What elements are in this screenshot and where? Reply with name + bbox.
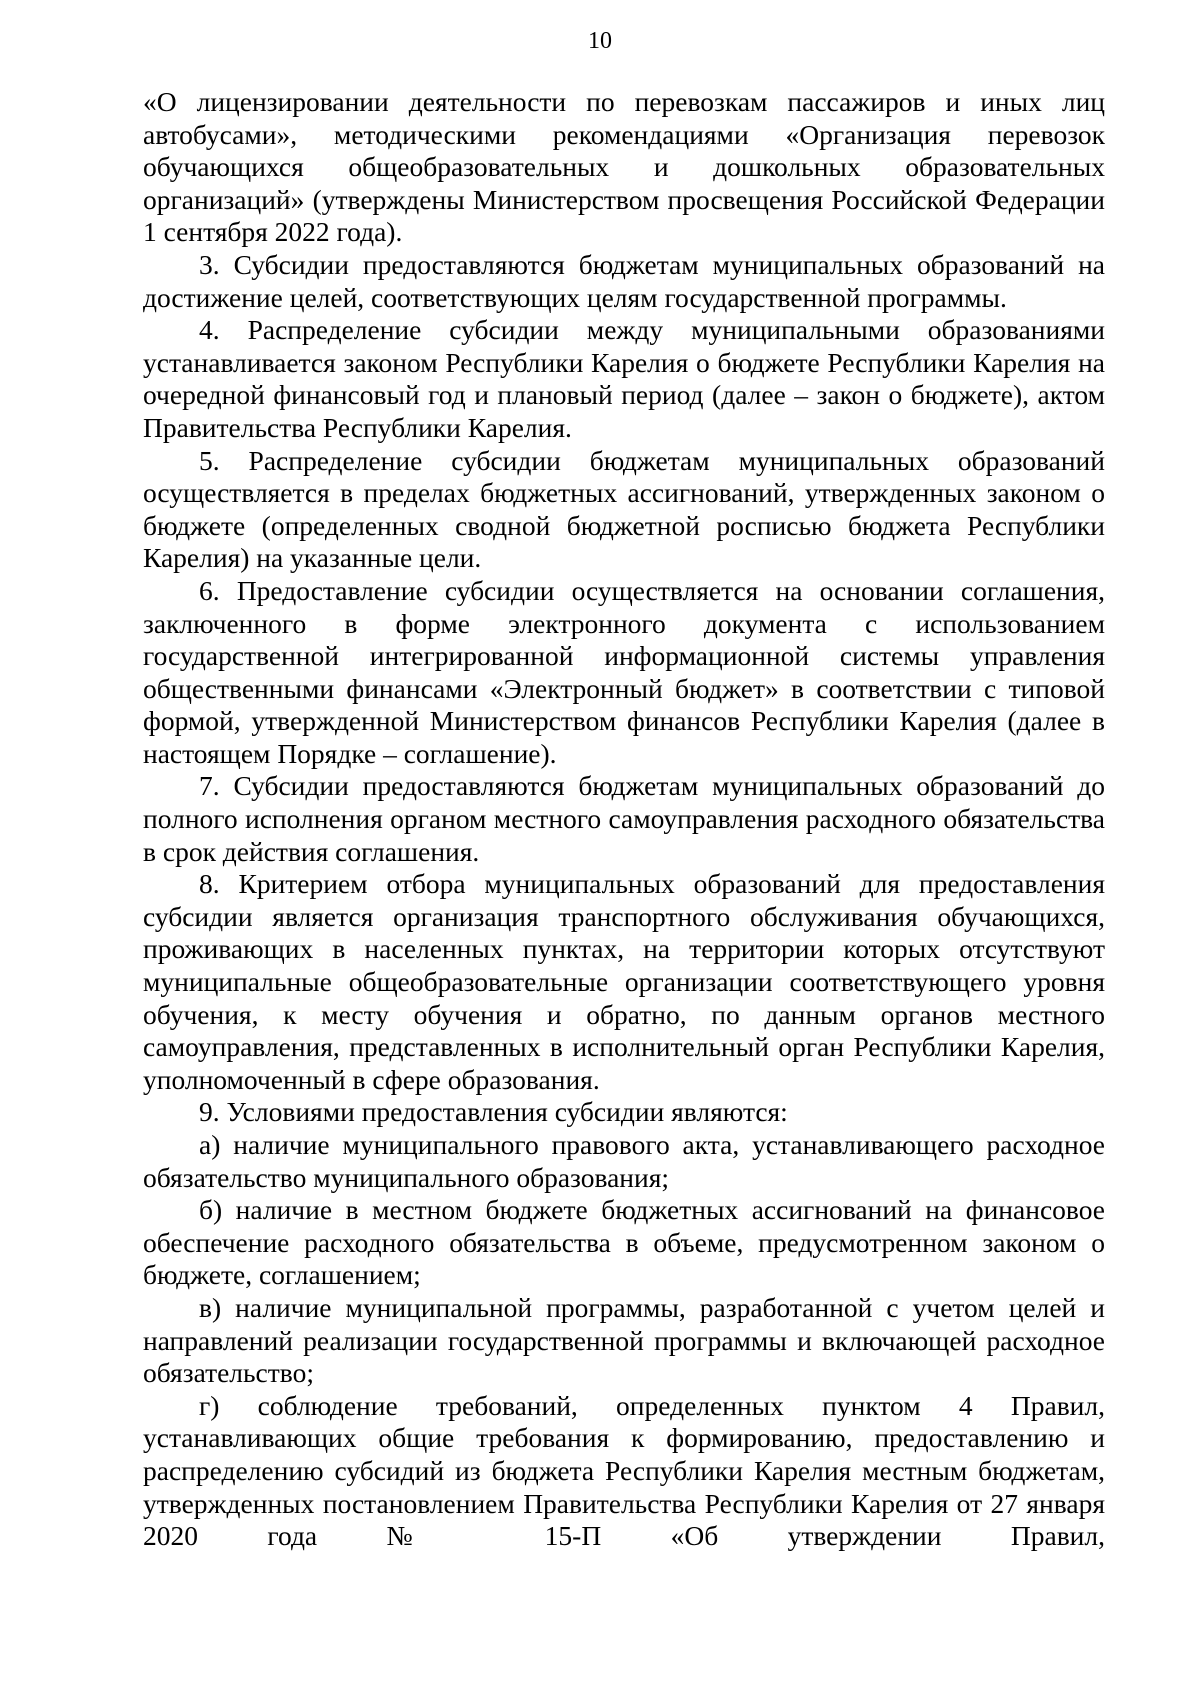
paragraph-4: 4. Распределение субсидии между муниципальными образованиями устанавливается законом Республики Карелия о бюджете Республики Карелия на очередной финансовый год и плановый период (далее – закон о бюджете), актом Правительства Республики Карелия. bbox=[143, 314, 1105, 443]
paragraph-5: 5. Распределение субсидии бюджетам муниципальных образований осуществляется в пределах бюджетных ассигнований, утвержденных законом о бюджете (определенных сводной бюджетной росписью бюджета Республики Карелия) на указанные цели. bbox=[143, 444, 1105, 574]
paragraph-3: 3. Субсидии предоставляются бюджетам муниципальных образований на достижение целей, соответствующих целям государственной программы. bbox=[143, 248, 1105, 313]
document-body bbox=[143, 86, 1105, 1553]
subparagraph-g: г) соблюдение требований, определенных пунктом 4 Правил, устанавливающих общие требования к формированию, предоставлению и распределению субсидий из бюджета Республики Карелия местным бюджетам, утвержденных постановлением Правительства Республики Карелия от 27 января 2020 года № 15-П «Об утверждении Правил, bbox=[143, 1389, 1105, 1552]
paragraph-9: 9. Условиями предоставления субсидии являются: bbox=[199, 1096, 788, 1128]
paragraph-7: 7. Субсидии предоставляются бюджетам муниципальных образований до полного исполнения органом местного самоуправления расходного обязательства в срок действия соглашения. bbox=[143, 770, 1105, 867]
subparagraph-b: б) наличие в местном бюджете бюджетных ассигнований на финансовое обеспечение расходного обязательства в объеме, предусмотренном законом о бюджете, соглашением; bbox=[143, 1194, 1105, 1291]
paragraph-6: 6. Предоставление субсидии осуществляется на основании соглашения, заключенного в форме электронного документа с использованием государственной интегрированной информационной системы управления общественными финансами «Электронный бюджет» в соответствии с типовой формой, утвержденной Министерством финансов Республики Карелия (далее в настоящем Порядке – соглашение). bbox=[143, 574, 1105, 769]
page-number: 10 bbox=[588, 28, 612, 54]
subparagraph-a: а) наличие муниципального правового акта, устанавливающего расходное обязательство муниципального образования; bbox=[143, 1129, 1105, 1193]
paragraph-licensing-continuation: «О лицензировании деятельности по перевозкам пассажиров и иных лиц автобусами», методическими рекомендациями «Организация перевозок обучающихся общеобразовательных и дошкольных образовательных организаций» (утверждены Министерством просвещения Российской Федерации 1 сентября 2022 года). bbox=[143, 86, 1105, 248]
paragraph-8: 8. Критерием отбора муниципальных образований для предоставления субсидии является организация транспортного обслуживания обучающихся, проживающих в населенных пунктах, на территории которых отсутствуют муниципальные общеобразовательные организации соответствующего уровня обучения, к месту обучения и обратно, по данным органов местного самоуправления, представленных в исполнительный орган Республики Карелия, уполномоченный в сфере образования. bbox=[143, 868, 1105, 1095]
subparagraph-v: в) наличие муниципальной программы, разработанной с учетом целей и направлений реализации государственной программы и включающей расходное обязательство; bbox=[143, 1291, 1105, 1389]
